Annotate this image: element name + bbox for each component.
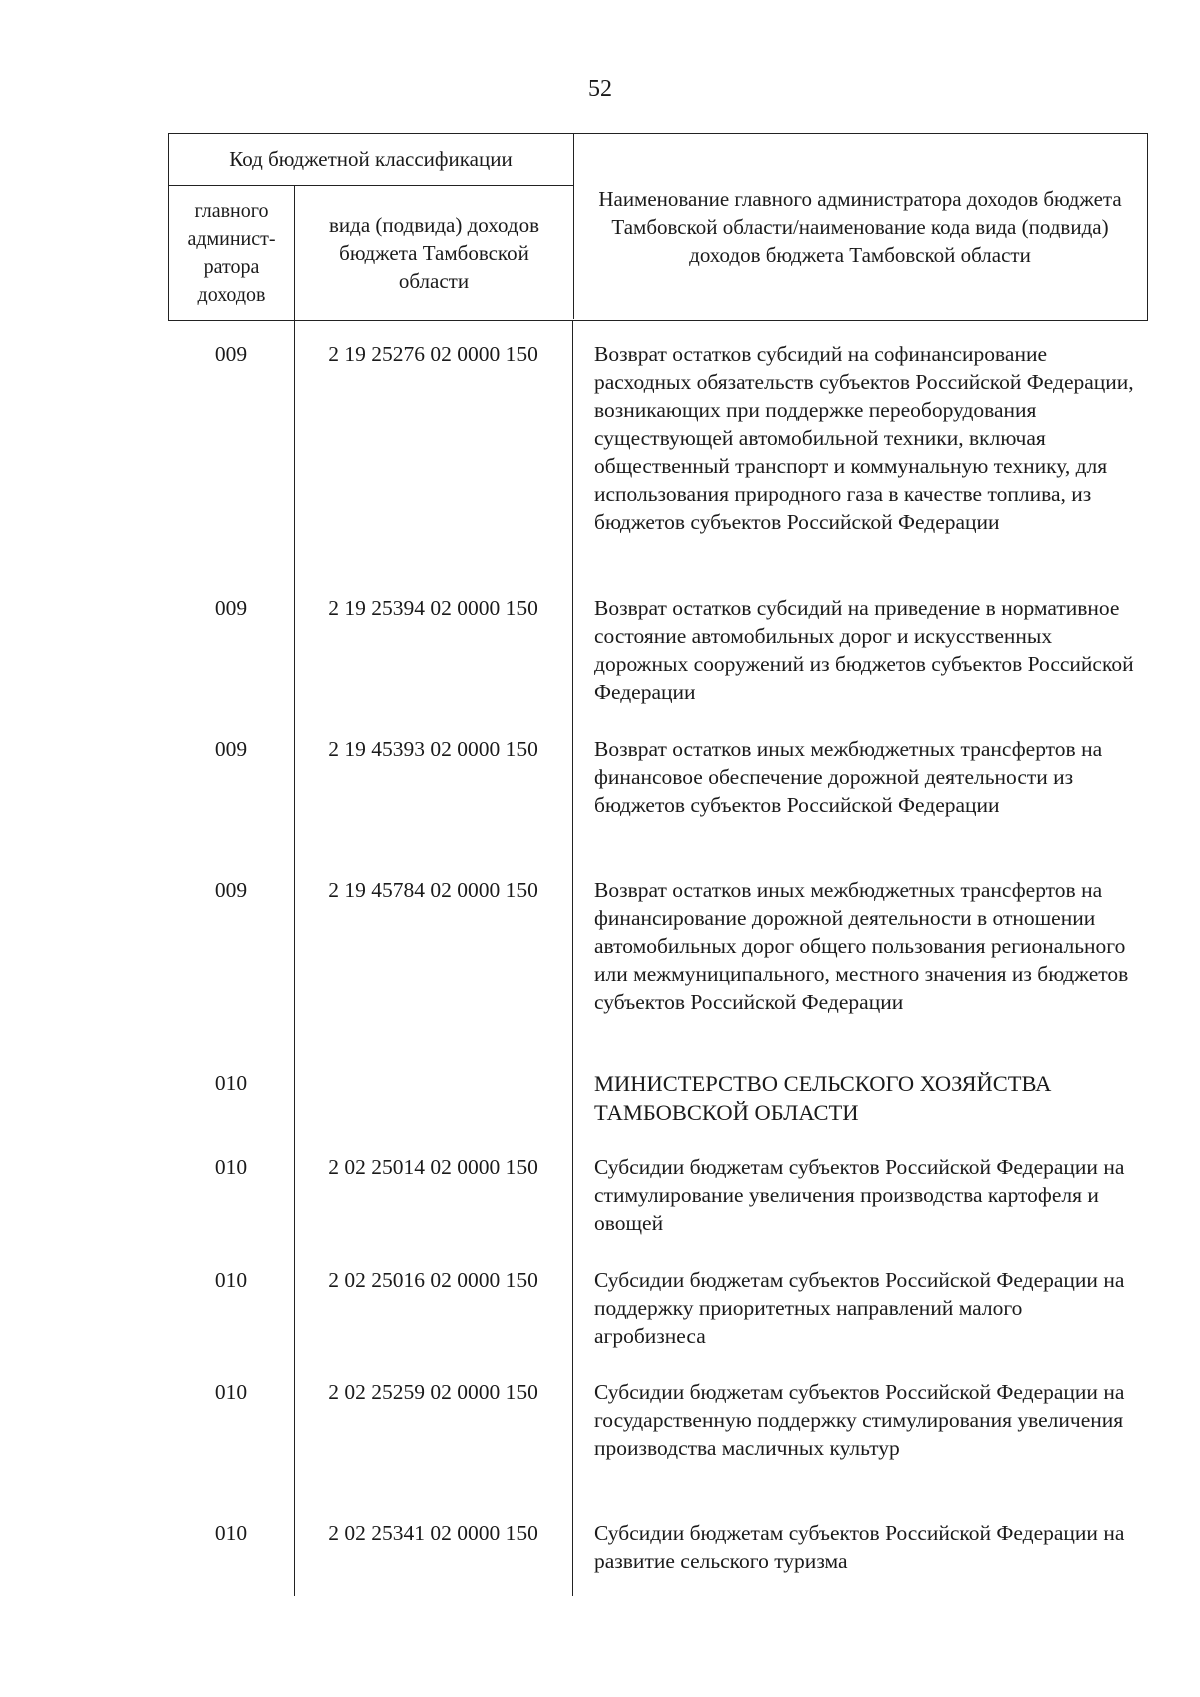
revenue-code-cell: 2 19 25276 02 0000 150: [328, 342, 538, 366]
name-cell: Субсидии бюджетам субъектов Российской Федерации на развитие сельского туризма: [594, 1521, 1125, 1573]
revenue-code-cell: 2 19 45393 02 0000 150: [328, 737, 538, 761]
admin-code-cell: 009: [214, 596, 248, 620]
header-administrator-name: Наименование главного администратора доходов бюджета Тамбовской области/наименование кода вида (подвида) доходов бюджета Тамбовской области: [573, 134, 1146, 319]
header-main-administrator: главного админист-ратора доходов: [169, 186, 295, 320]
admin-code-cell: 010: [214, 1071, 248, 1095]
column-divider-right: [572, 321, 573, 1596]
admin-code-cell: 009: [214, 342, 248, 366]
revenue-code-cell: 2 02 25014 02 0000 150: [328, 1155, 538, 1179]
admin-code-cell: 010: [214, 1521, 248, 1545]
name-cell: Возврат остатков иных межбюджетных трансфертов на финансирование дорожной деятельности в отношении автомобильных дорог общего пользования регионального или межмуниципального, местного значения из бюджетов субъектов Российской Федерации: [594, 878, 1129, 1014]
revenue-code-cell: 2 02 25341 02 0000 150: [328, 1521, 538, 1545]
admin-code-cell: 009: [214, 737, 248, 761]
header-revenue-type-code: вида (подвида) доходов бюджета Тамбовской области: [329, 213, 539, 293]
admin-code-cell: 009: [214, 878, 248, 902]
name-cell: Субсидии бюджетам субъектов Российской Федерации на государственную поддержку стимулирования увеличения производства масличных культур: [594, 1380, 1125, 1460]
admin-code-cell: 010: [214, 1380, 248, 1404]
table-header: [168, 133, 1148, 321]
revenue-code-cell: 2 19 45784 02 0000 150: [328, 878, 538, 902]
name-cell: Субсидии бюджетам субъектов Российской Федерации на стимулирование увеличения производства картофеля и овощей: [594, 1155, 1125, 1235]
name-cell: Субсидии бюджетам субъектов Российской Федерации на поддержку приоритетных направлений малого агробизнеса: [594, 1268, 1125, 1348]
revenue-code-cell: 2 02 25259 02 0000 150: [328, 1380, 538, 1404]
name-cell: Возврат остатков иных межбюджетных трансфертов на финансовое обеспечение дорожной деятельности из бюджетов субъектов Российской Федерации: [594, 737, 1103, 817]
ministry-heading-cell: МИНИСТЕРСТВО СЕЛЬСКОГО ХОЗЯЙСТВА ТАМБОВСКОЙ ОБЛАСТИ: [594, 1071, 1052, 1125]
revenue-code-cell: 2 02 25016 02 0000 150: [328, 1268, 538, 1292]
admin-code-cell: 010: [214, 1268, 248, 1292]
header-budget-classification-code: Код бюджетной классификации: [169, 134, 573, 186]
page-number: 52: [588, 76, 612, 102]
name-cell: Возврат остатков субсидий на софинансирование расходных обязательств субъектов Российской Федерации, возникающих при поддержке переоборудования существующей автомобильной техники, включая общественный транспорт и коммунальную технику, для использования природного газа в качестве топлива, из бюджетов субъектов Российской Федерации: [594, 342, 1134, 534]
admin-code-cell: 010: [214, 1155, 248, 1179]
name-cell: Возврат остатков субсидий на приведение в нормативное состояние автомобильных дорог и искусственных дорожных сооружений из бюджетов субъектов Российской Федерации: [594, 596, 1134, 704]
revenue-code-cell: 2 19 25394 02 0000 150: [328, 596, 538, 620]
